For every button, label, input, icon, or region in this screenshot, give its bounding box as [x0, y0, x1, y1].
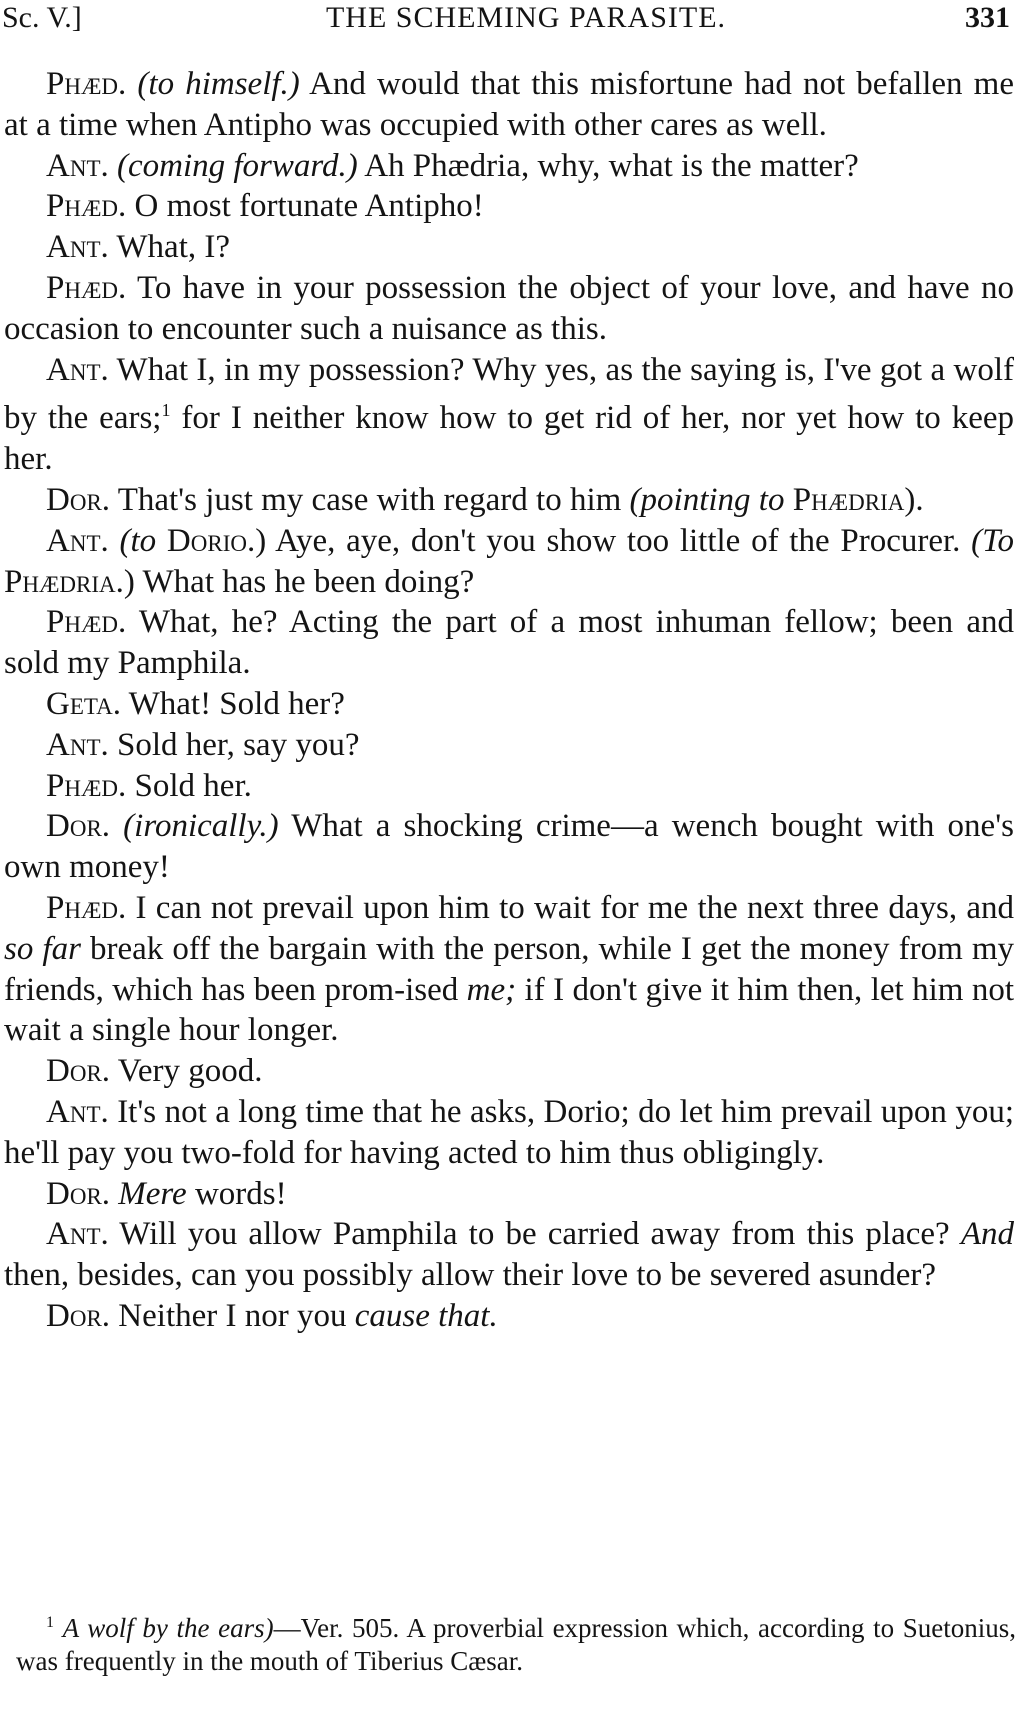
speaker-name: Geta. — [46, 685, 121, 722]
line-text: To have in your possession the object of your love, and have no occasion to encounter such a nuisance as this. — [4, 269, 1014, 347]
speaker-name: Phæd. — [46, 188, 127, 225]
line-text: What, I? — [108, 229, 231, 266]
emphasis: so far — [4, 930, 81, 967]
dialogue-line — [4, 1051, 1014, 1092]
page-number: 331 — [965, 1, 1010, 34]
speaker-name: Ant. — [46, 1093, 109, 1130]
line-text: What a shocking crime—a wench bought with one's own money! — [4, 808, 1014, 886]
line-text: ). — [904, 481, 924, 518]
line-text: if I don't give it him then, let him not wait a single hour longer. — [4, 971, 1014, 1049]
footnote-lemma: A wolf by the ears) — [62, 1613, 274, 1643]
speaker-name: Phæd. — [46, 66, 127, 102]
dialogue-line — [4, 227, 1014, 268]
line-text: It's not a long time that he asks, Dorio; do let him prevail upon you; he'll pay you two-fold for having acted to him thus obligingly. — [4, 1093, 1014, 1171]
line-text: Will you allow Pamphila to be carried away from this place? — [108, 1216, 961, 1253]
line-text: I can not prevail upon him to wait for me the next three days, and — [126, 889, 1014, 926]
speaker-name: Dor. — [46, 481, 111, 518]
stage-direction: (coming forward.) — [117, 147, 358, 184]
character-name: Dorio — [166, 522, 247, 559]
character-name: Phædria — [792, 481, 905, 518]
speaker-name: Dor. — [46, 1297, 111, 1334]
line-text: What, he? Acting the part of a most inhuman fellow; been and sold my Pamphila. — [4, 604, 1014, 682]
line-text: What! Sold her? — [120, 685, 345, 722]
speaker-name: Ant. — [46, 351, 109, 388]
line-text: And would that this misfortune had not befallen me at a time when Antipho was occupied with other cares as well. — [4, 66, 1015, 143]
stage-direction: (pointing to — [629, 481, 785, 518]
line-text: break off the bargain with the person, while I get the money from my friends, which has been prom-ised — [4, 930, 1014, 1008]
speaker-name: Ant. — [46, 147, 109, 184]
dialogue-line — [4, 1174, 1014, 1215]
dialogue-line — [4, 1296, 1014, 1337]
emphasis: And — [960, 1216, 1014, 1253]
running-title: THE SCHEMING PARASITE. — [325, 1, 727, 34]
line-text: Very good. — [110, 1053, 263, 1090]
line-text: then, besides, can you possibly allow their love to be severed asunder? — [4, 1257, 936, 1294]
line-text: Ah Phædria, why, what is the matter? — [357, 147, 859, 184]
line-text: Sold her, say you? — [108, 726, 360, 763]
line-text: words! — [186, 1175, 287, 1212]
line-text: Sold her. — [126, 767, 252, 804]
scene-marker: Sc. V.] — [2, 1, 82, 34]
dialogue-line — [4, 806, 1014, 888]
dialogue-line — [4, 888, 1014, 1051]
dialogue-line — [4, 1092, 1014, 1174]
speaker-name: Phæd. — [46, 604, 127, 641]
emphasis: Mere — [118, 1175, 187, 1212]
line-text: for I neither know how to get rid of her, nor yet how to keep her. — [4, 400, 1015, 478]
dialogue-line — [4, 480, 1014, 521]
line-text: .) Aye, aye, don't you show too little of the Procurer. — [246, 522, 972, 559]
footnote — [16, 1606, 1016, 1678]
speaker-name: Phæd. — [46, 269, 127, 306]
speaker-name: Ant. — [46, 726, 109, 763]
emphasis: me; — [466, 971, 517, 1008]
dialogue-line — [4, 350, 1014, 480]
dialogue-line — [4, 725, 1014, 766]
speaker-name: Phæd. — [46, 767, 127, 804]
footnote-text: —Ver. 505. A proverbial expression which, according to Suetonius, was frequently in the mouth of Tiberius Cæsar. — [16, 1613, 1016, 1676]
speaker-name: Ant. — [46, 1216, 109, 1253]
dialogue-line — [4, 766, 1014, 807]
line-text: .) What has he been doing? — [115, 563, 475, 600]
footnote-marker: 1 — [46, 1614, 54, 1631]
dialogue-line — [4, 268, 1014, 350]
stage-direction: (ironically.) — [123, 808, 279, 845]
dialogue-line — [4, 146, 1014, 187]
speaker-name: Dor. — [46, 1053, 111, 1090]
speaker-name: Dor. — [46, 808, 111, 845]
line-text: That's just my case with regard to him — [110, 481, 630, 518]
line-text: Neither I nor you — [110, 1297, 355, 1334]
dialogue-body — [4, 64, 1014, 1337]
stage-direction: (To — [971, 522, 1014, 559]
dialogue-line — [4, 64, 1014, 146]
speaker-name: Phæd. — [46, 889, 127, 926]
dialogue-line — [4, 684, 1014, 725]
character-name: Phædria — [4, 563, 116, 600]
speaker-name: Ant. — [46, 522, 109, 559]
stage-direction: (to himself.) — [137, 66, 300, 102]
speaker-name: Ant. — [46, 229, 109, 266]
speaker-name: Dor. — [46, 1175, 111, 1212]
running-head — [2, 0, 1010, 40]
emphasis: cause that. — [354, 1297, 498, 1334]
dialogue-line — [4, 1214, 1014, 1296]
stage-direction: (to — [119, 522, 157, 559]
dialogue-line — [4, 602, 1014, 684]
line-text: O most fortunate Antipho! — [126, 188, 484, 225]
footnote-reference[interactable]: 1 — [161, 400, 171, 421]
dialogue-line — [4, 521, 1014, 603]
line-text: What I, in my possession? Why yes, as the saying is, I've got a wolf by the ears; — [4, 351, 1014, 437]
dialogue-line — [4, 186, 1014, 227]
